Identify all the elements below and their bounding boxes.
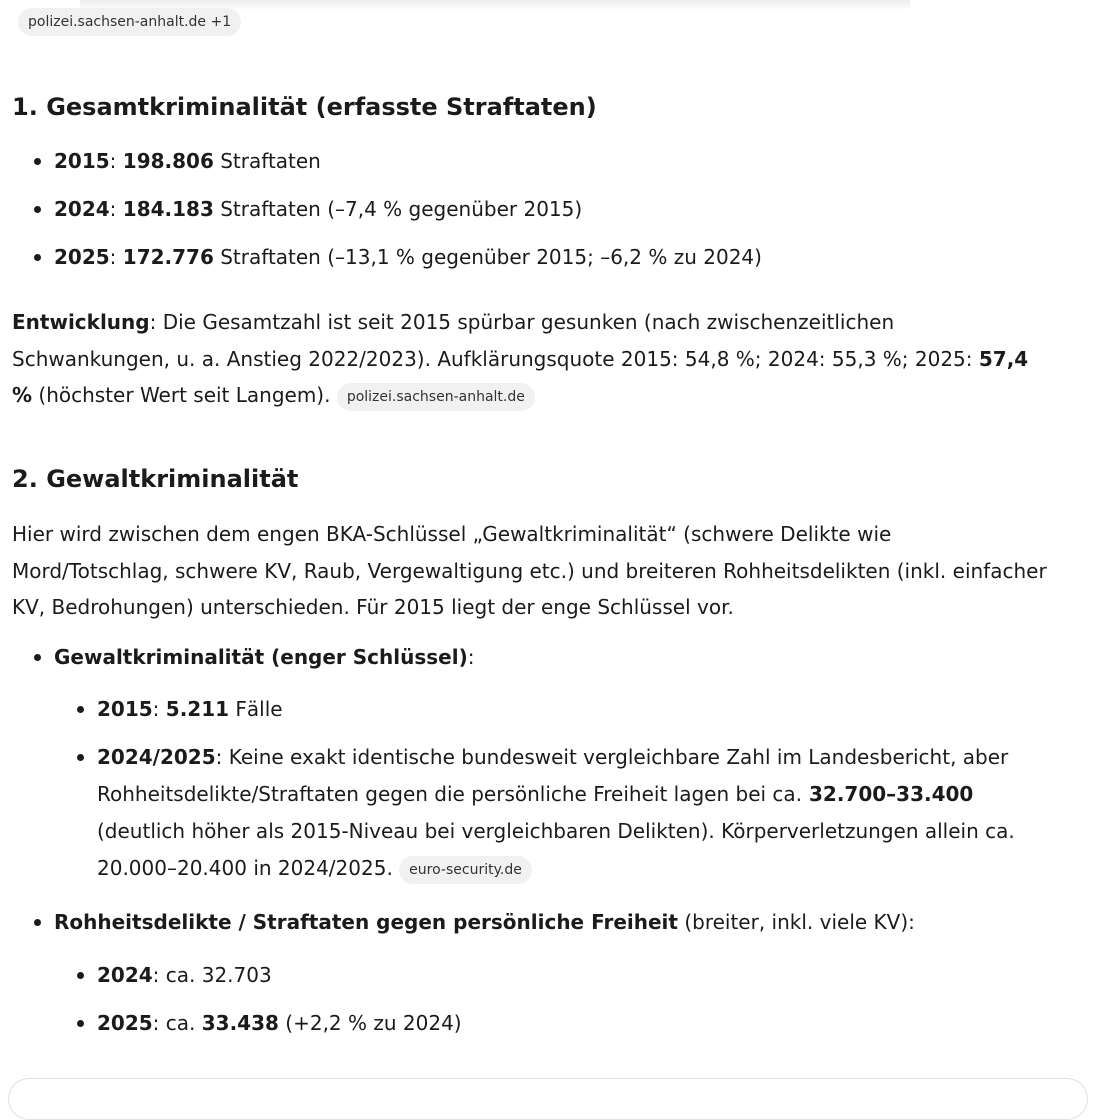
- list-item-2015: 2015: 198.806 Straftaten: [54, 149, 321, 173]
- message-input-box[interactable]: [8, 1078, 1088, 1120]
- highlighted-text: Gesamtk: [46, 92, 165, 122]
- highlighted-text: Gewaltk: [46, 464, 156, 494]
- heading-rest: riminalität: [156, 465, 299, 493]
- list-item-2025: 2025: 172.776 Straftaten (–13,1 % gegenüber 2015; –6,2 % zu 2024): [54, 245, 762, 269]
- sub-item-2024-2025: 2024/2025: Keine exakt identische bundesweit vergleichbare Zahl im Landesbericht, aber Rohheitsdelikte/Straftaten gegen die persönliche Freiheit lagen bei ca . 32.700–33.400 (deutlich höher als 2015-Niveau bei vergleichbaren Delikten). Körperverletzungen allein ca. 20.000–20.400 in 2024/2025. euro-security.de: [97, 739, 1057, 887]
- heading-rest: riminalität (erfasste Straftaten): [165, 93, 597, 121]
- section-number: 1.: [12, 93, 38, 121]
- source-chip-euro-security[interactable]: euro-security.de: [399, 856, 532, 884]
- section-heading-gesamtkriminalitaet: [12, 92, 597, 122]
- section-number: 2.: [12, 465, 38, 493]
- gewalt-intro-paragraph: Hier wird zwischen dem engen BKA-Schlüssel „Gewaltkriminalität“ (schwere Delikte wie Mord/Totschlag, schwere KV, Raub, Vergewaltigung etc.) und breiteren Rohheitsdelikten (inkl. einfacher KV, Bedrohungen) unterschieden. Für 2015 liegt der enge Schlüssel vor.: [12, 522, 1047, 619]
- sub-item-rohheit-2024: 2024: ca. 32.703: [97, 963, 272, 987]
- list-item-rohheitsdelikte: Rohheitsdelikte / Straftaten gegen persönliche Freiheit (breiter, inkl. viele KV):: [54, 910, 915, 934]
- highlighted-value: 5.211 F: [166, 697, 247, 721]
- sub-item-2015: 2015: 5.211 Fälle: [97, 697, 283, 721]
- source-chip-top[interactable]: polizei.sachsen-anhalt.de +1: [18, 8, 241, 36]
- sub-item-rohheit-2025: 2025: ca. 33.438 (+2,2 % zu 2024): [97, 1011, 462, 1035]
- list-item-2024: 2024: 184.183 Straftaten (–7,4 % gegenüber 2015): [54, 197, 583, 221]
- source-chip-polizei[interactable]: polizei.sachsen-anhalt.de: [337, 383, 535, 411]
- highlighted-value: . 32.700–33.400: [796, 776, 974, 813]
- section-heading-gewaltkriminalitaet: [12, 464, 298, 494]
- list-item-gewalt-eng: Gewaltkriminalität (enger Schlüssel):: [54, 645, 475, 669]
- entwicklung-paragraph: Entwicklung: Die Gesamtzahl ist seit 2015 spürbar gesunken (nach zwischenzeitlichen Schwankungen, u. a. Anstieg 2022/2023). Aufklärungsquote 2015: 54,8 %; 2024: 55,3 %; 2025: 57,4 % (höchster Wert seit Langem). polizei.sachsen-anhalt.de: [12, 304, 1052, 414]
